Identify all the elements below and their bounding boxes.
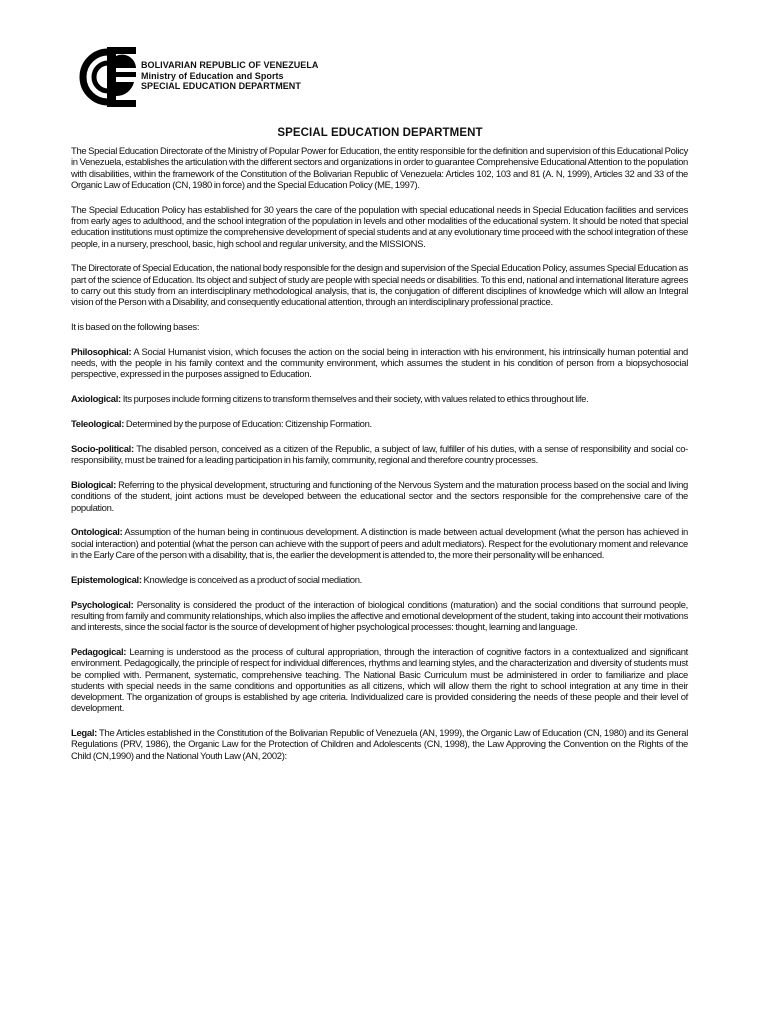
- basis-text: The disabled person, conceived as a citizen of the Republic, a subject of law, fulfiller of his duties, with a sense of responsibility and social co-responsibility, must be trained for a leading participation in his family, community, regional and therefore country processes.: [71, 443, 688, 467]
- basis-text: Determined by the purpose of Education: Citizenship Formation.: [124, 419, 372, 431]
- basis-term: Legal:: [71, 728, 97, 740]
- basis-text: A Social Humanist vision, which focuses the action on the social being in interaction with his environment, his intrinsically human potential and needs, with the people in his family context and the community environment, which assumes the student in his condition of person from a biopsychosocial perspective, expressed in the purposes assigned to Education.: [71, 346, 688, 381]
- basis-socio-political: [71, 444, 688, 467]
- basis-ontological: [71, 527, 688, 561]
- document-title: SPECIAL EDUCATION DEPARTMENT: [277, 127, 483, 139]
- basis-teleological: [71, 419, 688, 430]
- basis-text: The Articles established in the Constitution of the Bolivarian Republic of Venezuela (AN, 1999), the Organic Law of Education (CN, 1980) and its General Regulations (PRV, 1986), the Organic Law for the Protection of Children and Adolescents (CN, 1998), the Law Approving the Convention on the Rights of the Child (CN,1990) and the National Youth Law (AN, 2002):: [71, 728, 688, 762]
- basis-term: Epistemological:: [71, 574, 142, 586]
- basis-psychological: [71, 600, 688, 634]
- basis-epistemological: [71, 575, 688, 586]
- basis-text: Personality is considered the product of the interaction of biological conditions (maturation) and the social conditions that surround people, resulting from family and community relationships, which also implies the affective and emotional development of the student, taking into account their motivations and interests, since the social factor is the source of development of higher psychological processes: thought, learning and language.: [71, 599, 688, 634]
- org-country: BOLIVARIAN REPUBLIC OF VENEZUELA: [141, 60, 319, 70]
- basis-term: Philosophical:: [71, 346, 132, 358]
- paragraph-intro-3: The Directorate of Special Education, the national body responsible for the design and supervision of the Special Education Policy, assumes Special Education as part of the science of Education. Its object and subject of study are people with special needs or disabilities. To this end, national and international literature agrees to carry out this study from an interdisciplinary methodological analysis, that is, the conjugation of different disciplines of knowledge which will allow an Integral vision of the Person with a Disability, and consequently educational attention, through an interdisciplinary professional practice.: [71, 263, 688, 309]
- org-ministry: Ministry of Education and Sports: [141, 70, 284, 81]
- basis-text: Assumption of the human being in continuous development. A distinction is made between actual development (what the person has achieved in social interaction) and potential (what the person can achieve with the support of peers and adult mediators). Respect for the evolutionary moment and relevance in the Early Care of the person with a disability, that is, the earlier the development is attended to, the more their personality will be enhanced.: [71, 527, 688, 561]
- basis-axiological: [71, 394, 688, 405]
- basis-biological: [71, 480, 688, 514]
- letterhead: [70, 46, 710, 110]
- basis-text: Learning is understood as the process of cultural appropriation, through the interaction of cognitive factors in a contextualized and significant environment. Pedagogically, the principle of respect for individual differences, rhythms and learning styles, and the characterization and diversity of students must be complied with. Permanent, systematic, comprehensive teaching. The National Basic Curriculum must be administered in order to familiarize and place students with special needs in the same conditions and opportunities as all citizens, which will allow them the right to school integration at any time in their development. The organization of groups is established by age criteria. Individualized care is provided considering the needs of these people and their level of development.: [71, 646, 688, 715]
- basis-term: Teleological:: [71, 419, 125, 431]
- basis-text: Its purposes include forming citizens to transform themselves and their society, with values related to ethics throughout life.: [120, 394, 589, 406]
- basis-term: Pedagogical:: [71, 646, 127, 658]
- ce-logo-icon: [78, 46, 140, 108]
- basis-pedagogical: [71, 647, 688, 715]
- basis-legal: [71, 728, 688, 762]
- basis-text: Knowledge is conceived as a product of social mediation.: [141, 574, 362, 586]
- document-body: [71, 146, 688, 776]
- basis-text: Referring to the physical development, structuring and functioning of the Nervous System and the maturation process based on the social and living conditions of the student, joint actions must be developed between the educational sector and the sectors responsible for the comprehensive care of the population.: [71, 479, 688, 514]
- basis-term: Axiological:: [71, 394, 121, 406]
- basis-term: Socio-political:: [71, 443, 134, 455]
- paragraph-intro-1: The Special Education Directorate of the Ministry of Popular Power for Education, the entity responsible for the definition and supervision of this Educational Policy in Venezuela, establishes the articulation with the different sectors and organizations in order to guarantee Comprehensive Educational Attention to the population with disabilities, within the framework of the Constitution of the Bolivarian Republic of Venezuela: Articles 102, 103 and 81 (A. N, 1999), Articles 32 and 33 of the Organic Law of Education (CN, 1980 in force) and the Special Education Policy (ME, 1997).: [71, 146, 688, 191]
- org-department: SPECIAL EDUCATION DEPARTMENT: [141, 81, 301, 91]
- basis-term: Psychological:: [71, 599, 134, 611]
- paragraph-bases-lead: It is based on the following bases:: [71, 322, 200, 334]
- paragraph-intro-2: The Special Education Policy has established for 30 years the care of the population with special educational needs in Special Education facilities and services from early ages to adulthood, and the school integration of the population in levels and other modalities of the educational system. It should be noted that special education institutions must optimize the comprehensive development of special students and at any evolutionary time proceed with the school integration of these people, in a nursery, preschool, basic, high school and regular university, and the MISSIONS.: [71, 204, 688, 250]
- basis-term: Ontological:: [71, 527, 123, 539]
- basis-philosophical: [71, 347, 688, 381]
- organization-block: [141, 60, 318, 92]
- basis-term: Biological:: [71, 479, 116, 491]
